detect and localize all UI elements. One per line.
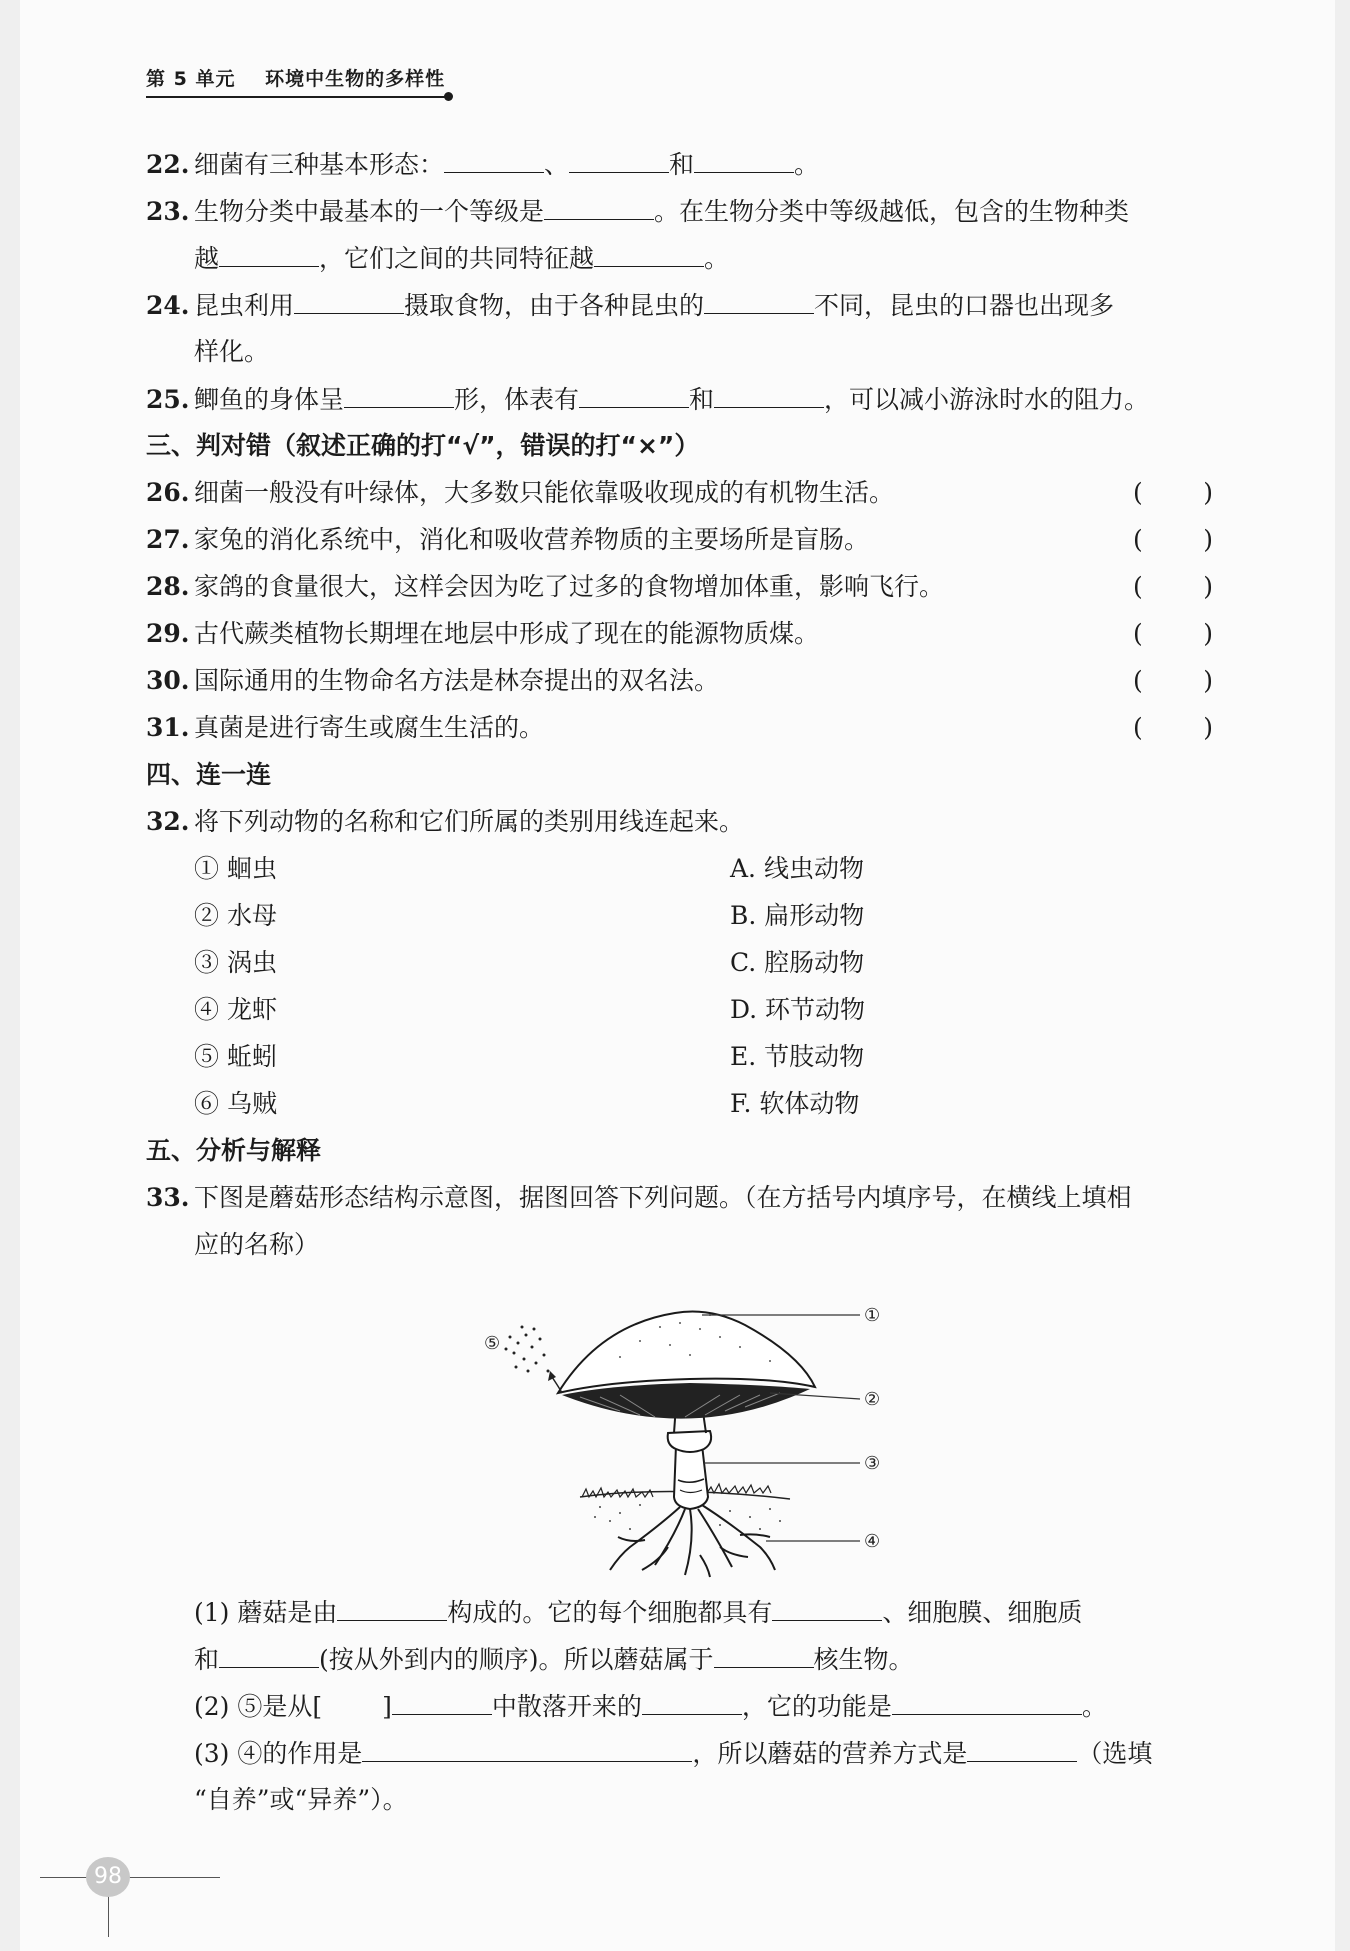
- answer-blank[interactable]: [704, 289, 814, 314]
- question-22: 22. 细菌有三种基本形态： 、 和 。: [146, 150, 820, 179]
- answer-blank[interactable]: [362, 1737, 692, 1762]
- answer-parentheses[interactable]: ( ): [1133, 619, 1213, 648]
- question-30: 30. 国际通用的生物命名方法是林奈提出的双名法。: [146, 666, 720, 695]
- match-left-item[interactable]: ④ 龙虾: [194, 995, 277, 1024]
- answer-blank[interactable]: [967, 1737, 1077, 1762]
- label-5: ⑤: [484, 1333, 501, 1354]
- match-right-item[interactable]: A. 线虫动物: [730, 854, 864, 883]
- answer-blank[interactable]: [594, 242, 704, 267]
- mushroom-diagram: [470, 1285, 900, 1585]
- question-23-cont: 越 ，它们之间的共同特征越 。: [194, 244, 730, 273]
- question-26: 26. 细菌一般没有叶绿体，大多数只能依靠吸收现成的有机物生活。: [146, 478, 895, 507]
- header-rule: [146, 96, 450, 98]
- answer-parentheses[interactable]: ( ): [1133, 572, 1213, 601]
- sub-question-3: (3) ④的作用是 ，所以蘑菇的营养方式是 （选填: [194, 1739, 1153, 1768]
- sub-question-3-cont: “自养”或“异养”）。: [194, 1785, 408, 1814]
- match-left-item[interactable]: ⑥ 乌贼: [194, 1089, 277, 1118]
- sub-question-1-cont: 和 (按从外到内的顺序)。所以蘑菇属于 核生物。: [194, 1645, 914, 1674]
- gills: [562, 1383, 810, 1419]
- stipe: [668, 1405, 711, 1509]
- answer-parentheses[interactable]: ( ): [1133, 525, 1213, 554]
- answer-blank[interactable]: [714, 383, 824, 408]
- answer-blank[interactable]: [219, 242, 319, 267]
- question-24-cont: 样化。: [194, 337, 270, 366]
- answer-blank[interactable]: [579, 383, 689, 408]
- answer-blank[interactable]: [544, 195, 654, 220]
- answer-blank[interactable]: [772, 1596, 882, 1621]
- sub-question-2: (2) ⑤是从[ ] 中散落开来的 ，它的功能是 。: [194, 1692, 1107, 1721]
- answer-blank[interactable]: [392, 1690, 492, 1715]
- question-31: 31. 真菌是进行寄生或腐生生活的。: [146, 713, 545, 742]
- unit-number: 第 5 单元: [146, 68, 236, 90]
- question-32: 32. 将下列动物的名称和它们所属的类别用线连起来。: [146, 807, 745, 836]
- answer-blank[interactable]: [642, 1690, 742, 1715]
- question-24: 24. 昆虫利用 摄取食物，由于各种昆虫的 不同，昆虫的口器也出现多: [146, 291, 1115, 320]
- cap: [558, 1312, 815, 1394]
- section-3-heading: 三、判对错（叙述正确的打“√”，错误的打“×”）: [146, 431, 700, 460]
- match-right-item[interactable]: B. 扁形动物: [730, 901, 865, 930]
- question-23: 23. 生物分类中最基本的一个等级是 。在生物分类中等级越低，包含的生物种类: [146, 197, 1130, 226]
- section-5-heading: 五、分析与解释: [146, 1136, 322, 1165]
- unit-title: 环境中生物的多样性: [265, 68, 446, 90]
- spore-arrowhead: [548, 1371, 556, 1381]
- answer-blank[interactable]: [569, 148, 669, 173]
- answer-blank[interactable]: [444, 148, 544, 173]
- answer-blank[interactable]: [694, 148, 794, 173]
- match-left-item[interactable]: ⑤ 蚯蚓: [194, 1042, 277, 1071]
- match-left-item[interactable]: ① 蛔虫: [194, 854, 277, 883]
- answer-blank[interactable]: [294, 289, 404, 314]
- answer-parentheses[interactable]: ( ): [1133, 713, 1213, 742]
- answer-parentheses[interactable]: ( ): [1133, 666, 1213, 695]
- question-33: 33. 下图是蘑菇形态结构示意图，据图回答下列问题。（在方括号内填序号，在横线上填相: [146, 1183, 1132, 1212]
- spores: [505, 1326, 550, 1373]
- answer-blank[interactable]: [337, 1596, 447, 1621]
- answer-blank[interactable]: [892, 1690, 1082, 1715]
- question-25: 25. 鲫鱼的身体呈 形，体表有 和 ，可以减小游泳时水的阻力。: [146, 385, 1150, 414]
- match-right-item[interactable]: C. 腔肠动物: [730, 948, 865, 977]
- header-dot: [444, 92, 453, 101]
- match-right-item[interactable]: D. 环节动物: [730, 995, 866, 1024]
- match-left-item[interactable]: ③ 涡虫: [194, 948, 277, 977]
- sub-question-1: (1) 蘑菇是由 构成的。它的每个细胞都具有 、细胞膜、细胞质: [194, 1598, 1083, 1627]
- label-3: ③: [864, 1453, 881, 1474]
- footer-rule: [40, 1877, 220, 1878]
- question-29: 29. 古代蕨类植物长期埋在地层中形成了现在的能源物质煤。: [146, 619, 820, 648]
- match-right-item[interactable]: E. 节肢动物: [730, 1042, 865, 1071]
- question-33-cont: 应的名称）: [194, 1230, 320, 1259]
- question-28: 28. 家鸽的食量很大，这样会因为吃了过多的食物增加体重，影响飞行。: [146, 572, 945, 601]
- match-right-item[interactable]: F. 软体动物: [730, 1089, 860, 1118]
- label-4: ④: [864, 1531, 881, 1552]
- match-left-item[interactable]: ② 水母: [194, 901, 277, 930]
- section-4-heading: 四、连一连: [146, 760, 272, 789]
- label-1: ①: [864, 1305, 881, 1326]
- mycelium: [610, 1505, 775, 1577]
- label-2: ②: [864, 1389, 881, 1410]
- answer-blank[interactable]: [344, 383, 454, 408]
- question-27: 27. 家兔的消化系统中，消化和吸收营养物质的主要场所是盲肠。: [146, 525, 870, 554]
- answer-blank[interactable]: [714, 1643, 814, 1668]
- answer-blank[interactable]: [219, 1643, 319, 1668]
- spore-arrow: [552, 1377, 562, 1393]
- answer-parentheses[interactable]: ( ): [1133, 478, 1213, 507]
- page-number: 98: [86, 1857, 130, 1897]
- unit-header: [146, 64, 445, 91]
